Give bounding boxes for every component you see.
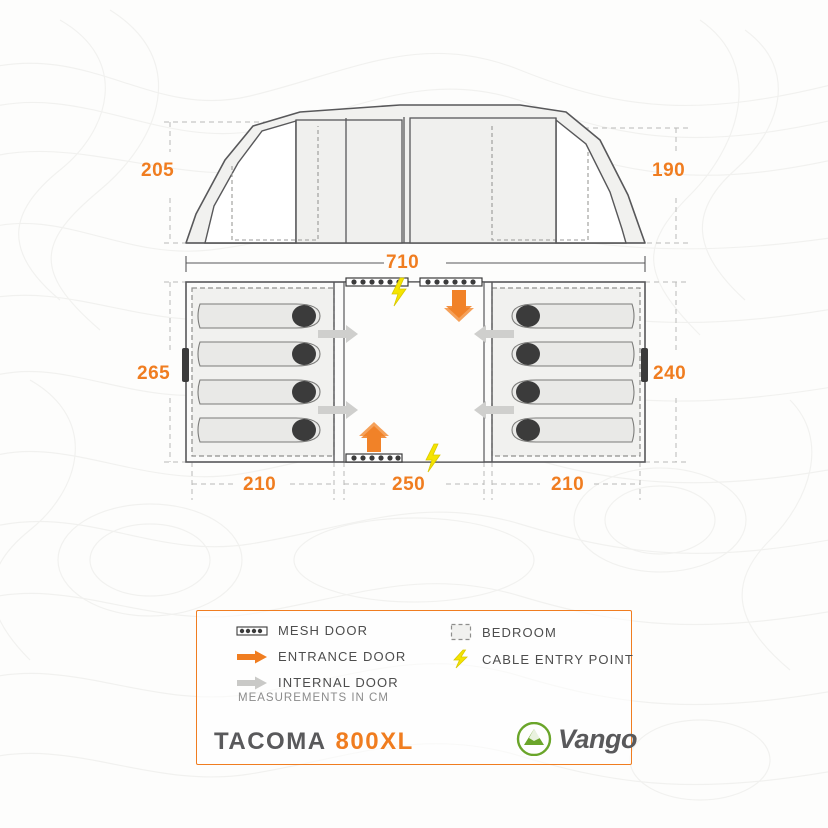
dimension-total-width: 710 — [386, 252, 420, 273]
mesh-door-icon — [236, 625, 268, 637]
cable-entry-bolt-icon — [450, 649, 472, 669]
dimension-left-depth: 265 — [137, 363, 171, 384]
legend-item-internal-door — [236, 675, 399, 690]
product-model: 800XL — [335, 728, 414, 755]
entrance-door-arrow-icon — [236, 650, 268, 664]
legend-label-bedroom: BEDROOM — [482, 624, 557, 640]
vango-mountain-icon — [516, 722, 552, 756]
legend-label-internal-door: INTERNAL DOOR — [278, 675, 399, 690]
dimension-living-width: 250 — [392, 474, 426, 495]
legend-item-bedroom — [450, 623, 557, 641]
bedroom-dashed-box-icon — [450, 623, 472, 641]
dimension-left-height: 205 — [141, 160, 175, 181]
dimension-left-bedroom-width: 210 — [243, 474, 277, 495]
dimension-right-bedroom-width: 210 — [551, 474, 585, 495]
product-name: TACOMA — [214, 728, 327, 755]
legend-label-mesh-door: MESH DOOR — [278, 623, 369, 638]
brand-logo — [516, 722, 637, 756]
legend-item-cable-entry — [450, 649, 634, 669]
product-title — [214, 728, 414, 756]
dimension-right-depth: 240 — [653, 363, 687, 384]
dimension-right-height: 190 — [652, 160, 686, 181]
measurements-note: MEASUREMENTS IN CM — [238, 692, 389, 704]
legend-label-entrance-door: ENTRANCE DOOR — [278, 649, 407, 664]
internal-door-arrow-icon — [236, 676, 268, 690]
brand-name: Vango — [558, 723, 638, 754]
legend-item-mesh-door — [236, 623, 368, 638]
legend-item-entrance-door — [236, 649, 406, 664]
legend-label-cable-entry: CABLE ENTRY POINT — [482, 651, 634, 667]
